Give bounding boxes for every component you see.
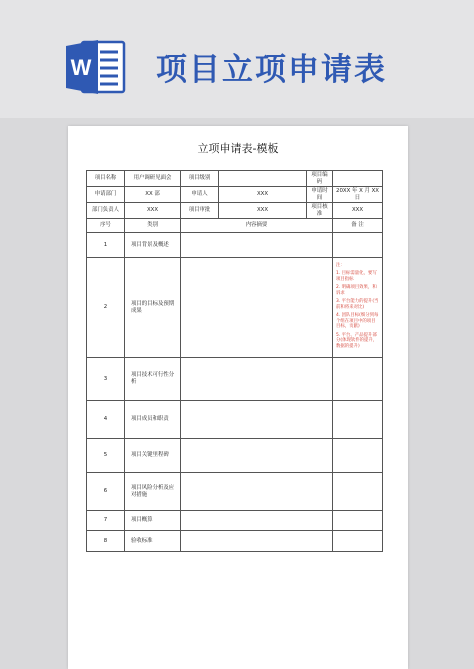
note-line: 1. 目标需量化，要写项目指标 [336, 271, 377, 282]
info-value [219, 171, 307, 187]
item-row [87, 258, 383, 358]
item-category: 项目关键里程碑 [125, 439, 181, 473]
info-label: 申请时间 [307, 187, 333, 203]
column-header-no: 序号 [87, 219, 125, 233]
item-no: 7 [87, 511, 125, 531]
info-row [87, 203, 383, 219]
info-label: 项目核准 [307, 203, 333, 219]
word-icon [64, 38, 126, 96]
info-label: 项目编码 [307, 171, 333, 187]
note-line: 注： [336, 262, 345, 268]
item-no: 4 [87, 401, 125, 439]
item-remarks [333, 233, 383, 258]
column-header-category: 类别 [125, 219, 181, 233]
document-title: 立项申请表-模板 [197, 142, 279, 155]
info-row [87, 171, 383, 187]
item-remarks [333, 358, 383, 401]
word-icon-letter: W [70, 55, 92, 80]
info-value: 用户调研见面会 [125, 171, 181, 187]
note-line: 2. 明确项目效果，和诉求 [336, 285, 377, 296]
item-remarks [333, 401, 383, 439]
banner [0, 0, 474, 118]
item-remarks [333, 439, 383, 473]
item-no: 2 [87, 258, 125, 358]
note-line: 3. 平台能力的提升(当前和将来对比) [336, 299, 379, 310]
item-category: 项目风险分析及应对措施 [125, 473, 181, 511]
item-no: 5 [87, 439, 125, 473]
info-label: 项目名称 [87, 171, 125, 187]
item-no: 1 [87, 233, 125, 258]
item-summary [181, 258, 333, 358]
item-no: 6 [87, 473, 125, 511]
column-header-remarks: 备 注 [333, 219, 383, 233]
item-category: 项目背景及概述 [125, 233, 181, 258]
item-no: 3 [87, 358, 125, 401]
item-row [87, 401, 383, 439]
banner-title: 项目立项申请表 [156, 52, 387, 88]
note-line: 4. 团队目标(细分到每个组在项目中的项目目标，贡献) [336, 313, 379, 330]
info-value: XXX [219, 187, 307, 203]
item-summary [181, 439, 333, 473]
item-summary [181, 511, 333, 531]
item-summary [181, 401, 333, 439]
column-header-summary: 内容摘要 [181, 219, 333, 233]
item-summary [181, 233, 333, 258]
remarks-notes [333, 258, 383, 358]
info-label: 申请部门 [87, 187, 125, 203]
info-value: XXX [125, 203, 181, 219]
item-summary [181, 473, 333, 511]
item-category: 验收标准 [125, 531, 181, 552]
item-row [87, 531, 383, 552]
item-remarks [333, 531, 383, 552]
info-label: 部门负责人 [87, 203, 125, 219]
item-row [87, 473, 383, 511]
item-category: 项目技术可行性分析 [125, 358, 181, 401]
item-no: 8 [87, 531, 125, 552]
info-value: XXX [219, 203, 307, 219]
application-form-table [86, 170, 383, 552]
item-summary [181, 531, 333, 552]
info-value: XXX [333, 203, 383, 219]
item-summary [181, 358, 333, 401]
item-row [87, 439, 383, 473]
info-label: 申请人 [181, 187, 219, 203]
column-header-row [87, 219, 383, 233]
item-category: 项目概算 [125, 511, 181, 531]
item-category: 项目的目标及预期成果 [125, 258, 181, 358]
item-remarks [333, 473, 383, 511]
info-row [87, 187, 383, 203]
item-row [87, 233, 383, 258]
info-value: XX 部 [125, 187, 181, 203]
item-row [87, 511, 383, 531]
document-page [68, 126, 408, 669]
item-category: 项目成员和职责 [125, 401, 181, 439]
note-line: 5. 平台、产品提升部分(体现软件的提升，数据的提升) [336, 332, 378, 349]
item-remarks [333, 511, 383, 531]
info-value: 20XX 年 X 月 XX 日 [333, 187, 383, 203]
item-row [87, 358, 383, 401]
info-label: 项目级别 [181, 171, 219, 187]
info-label: 项目审批 [181, 203, 219, 219]
info-value [333, 171, 383, 187]
